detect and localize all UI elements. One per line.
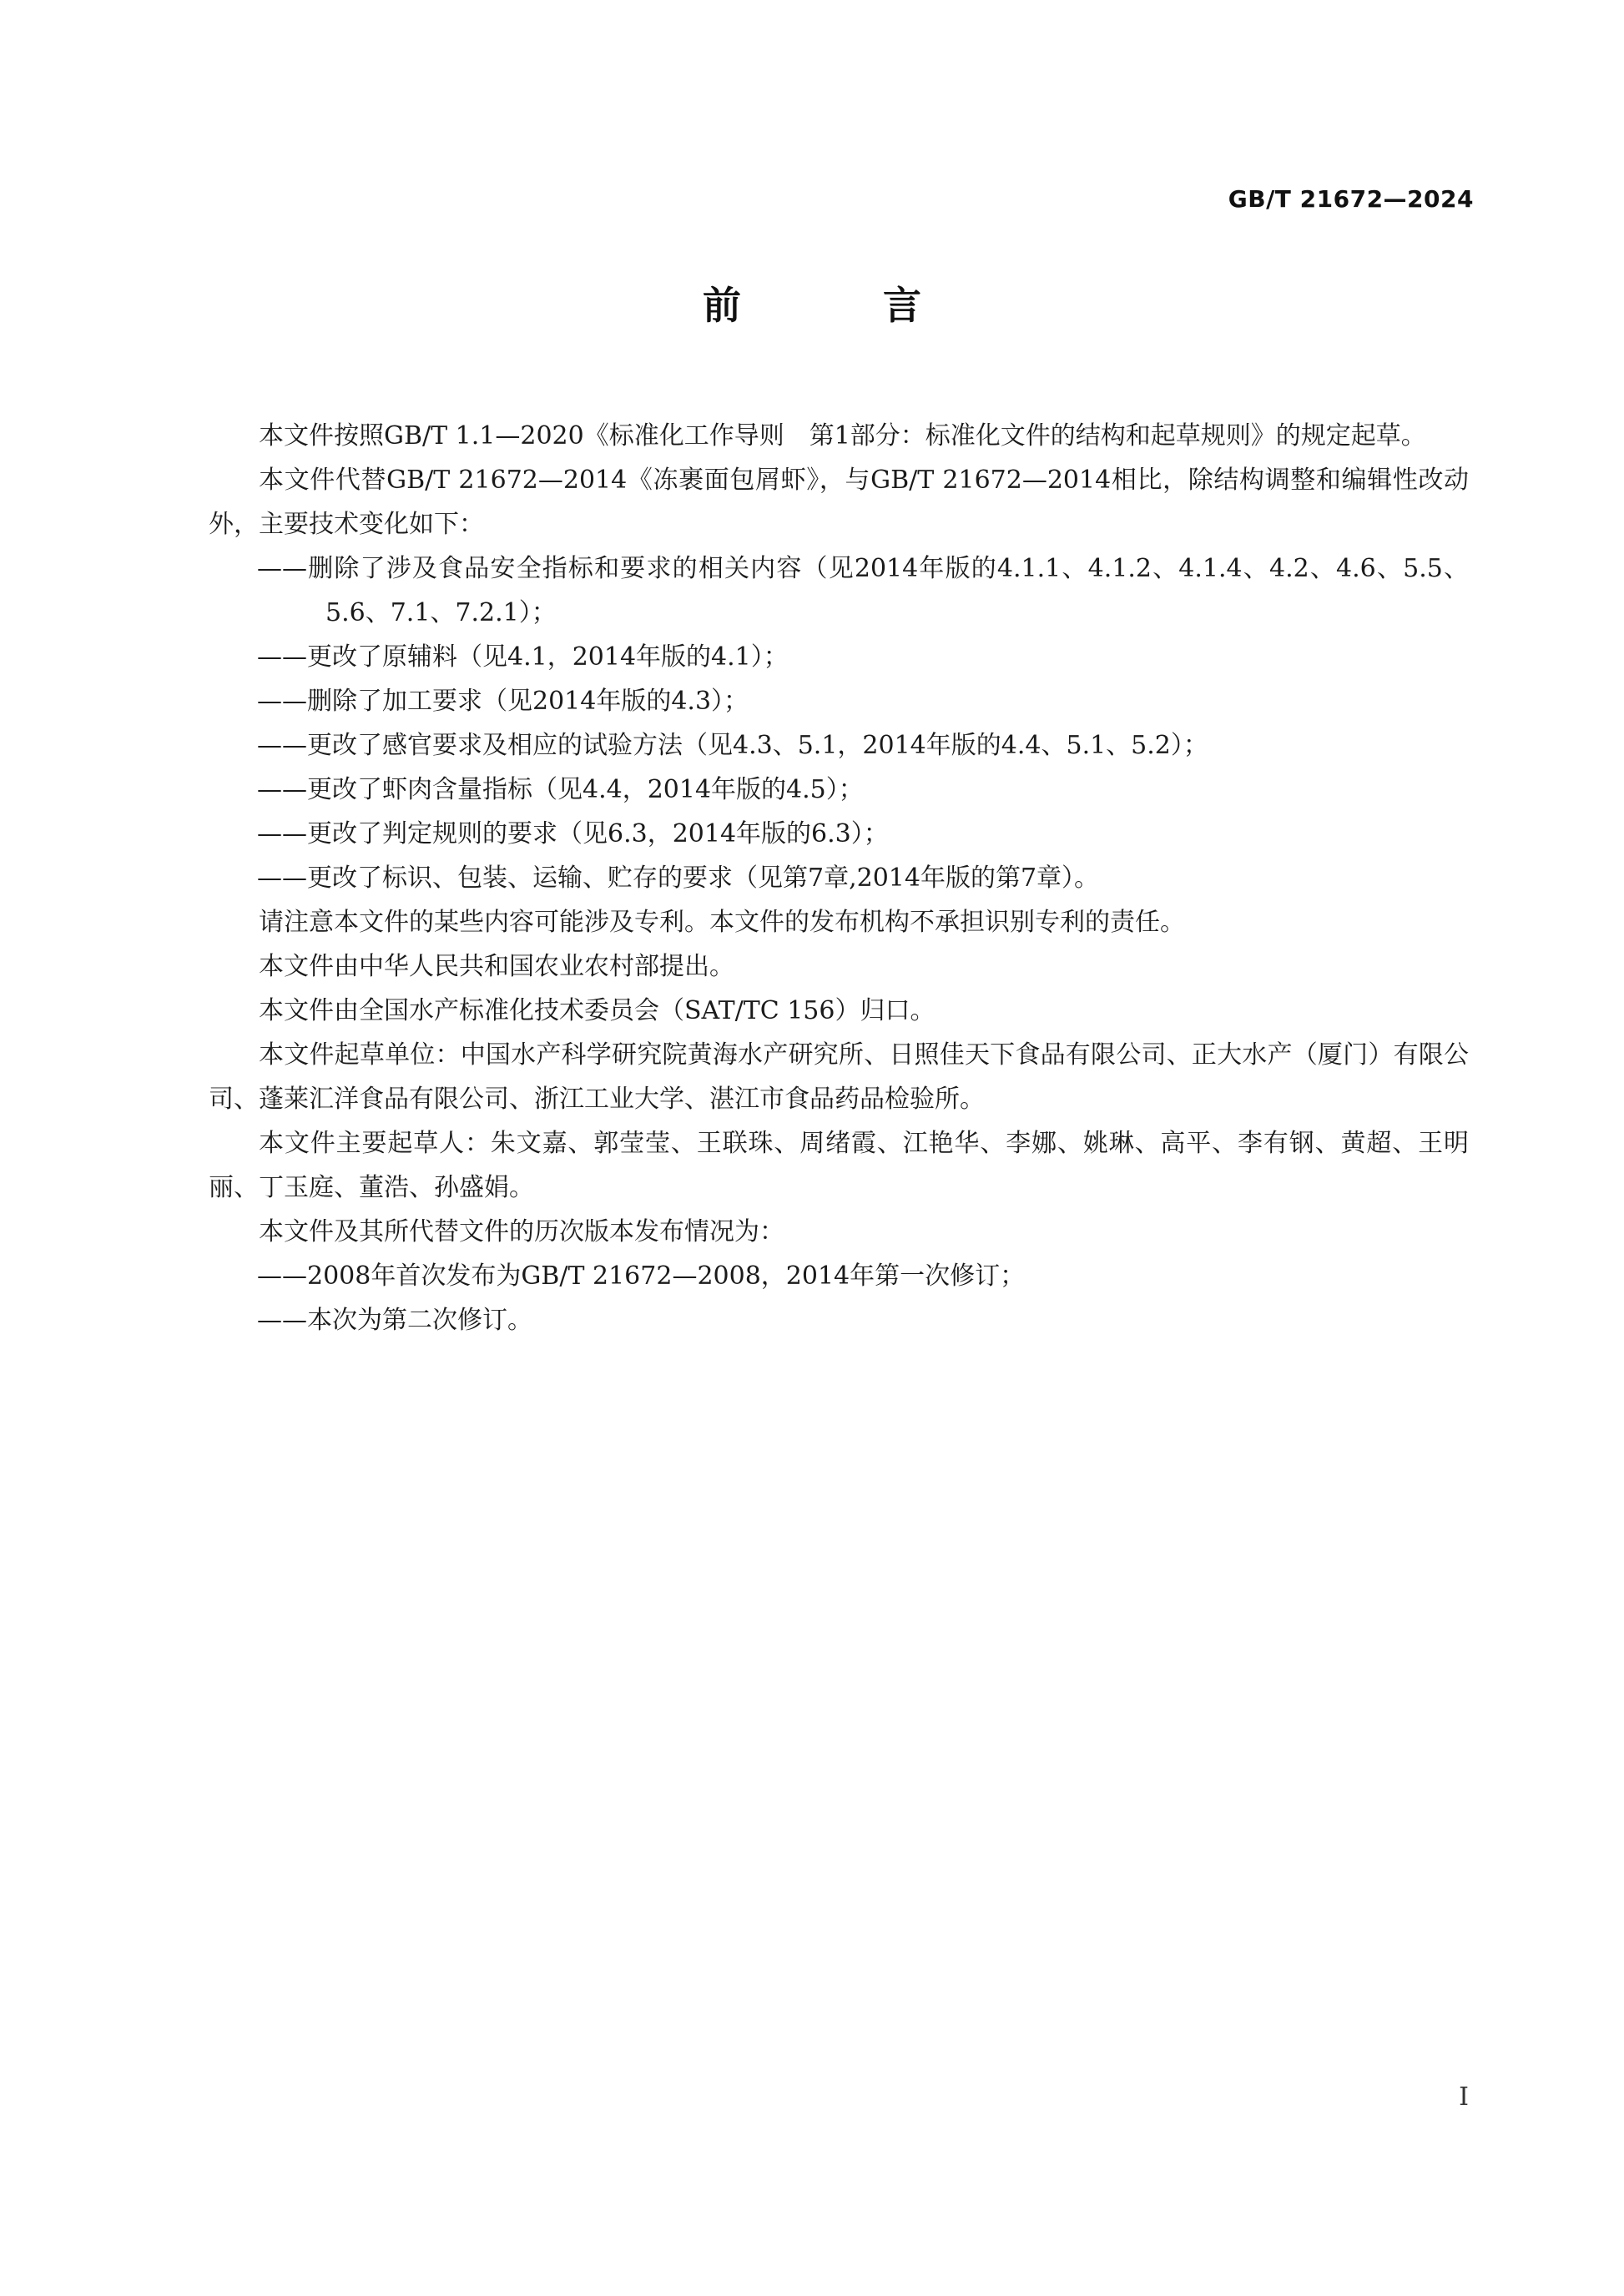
list-item: ——更改了判定规则的要求（见6.3，2014年版的6.3）；: [257, 819, 889, 848]
paragraph-drafting-units: 本文件起草单位：中国水产科学研究院黄海水产研究所、日照佳天下食品有限公司、正大水产（厦门）有限公司、蓬莱汇洋食品有限公司、浙江工业大学、湛江市食品药品检验所。: [209, 1040, 1469, 1114]
history-list: [209, 1254, 1469, 1342]
standard-code: GB/T 21672—2024: [1228, 185, 1474, 213]
list-item: ——更改了虾肉含量指标（见4.4，2014年版的4.5）；: [257, 775, 864, 804]
paragraph-proposer: 本文件由中华人民共和国农业农村部提出。: [259, 952, 734, 981]
paragraph-version-history: 本文件及其所代替文件的历次版本发布情况为：: [259, 1217, 784, 1246]
document-body: [209, 414, 1469, 1342]
paragraph-drafters: 本文件主要起草人：朱文嘉、郭莹莹、王联珠、周绪霞、江艳华、李娜、姚琳、高平、李有钢、黄超、王明丽、丁玉庭、董浩、孙盛娟。: [209, 1129, 1469, 1202]
list-item: ——本次为第二次修订。: [257, 1306, 532, 1335]
list-item: ——更改了原辅料（见4.1，2014年版的4.1）；: [257, 642, 789, 672]
list-item: ——2008年首次发布为GB/T 21672—2008，2014年第一次修订；: [257, 1261, 1026, 1291]
paragraph-patent-notice: 请注意本文件的某些内容可能涉及专利。本文件的发布机构不承担识别专利的责任。: [259, 908, 1185, 937]
list-item: ——更改了感官要求及相应的试验方法（见4.3、5.1，2014年版的4.4、5.1、5.2）；: [257, 731, 1208, 760]
paragraph-technical-committee: 本文件由全国水产标准化技术委员会（SAT/TC 156）归口。: [259, 996, 936, 1025]
changes-list: [209, 546, 1469, 900]
paragraph-replacement: 本文件代替GB/T 21672—2014《冻裹面包屑虾》，与GB/T 21672—2014相比，除结构调整和编辑性改动外，主要技术变化如下：: [209, 466, 1469, 539]
list-item: ——删除了涉及食品安全指标和要求的相关内容（见2014年版的4.1.1、4.1.2、4.1.4、4.2、4.6、5.5、5.6、7.1、7.2.1）；: [257, 554, 1469, 627]
page-title: 前 言: [703, 283, 973, 328]
list-item: ——更改了标识、包装、运输、贮存的要求（见第7章,2014年版的第7章）。: [257, 864, 1100, 893]
list-item: ——删除了加工要求（见2014年版的4.3）；: [257, 687, 749, 716]
page-number: I: [1459, 2082, 1469, 2112]
paragraph-drafting-rules: 本文件按照GB/T 1.1—2020《标准化工作导则 第1部分：标准化文件的结构和起草规则》的规定起草。: [259, 421, 1426, 451]
